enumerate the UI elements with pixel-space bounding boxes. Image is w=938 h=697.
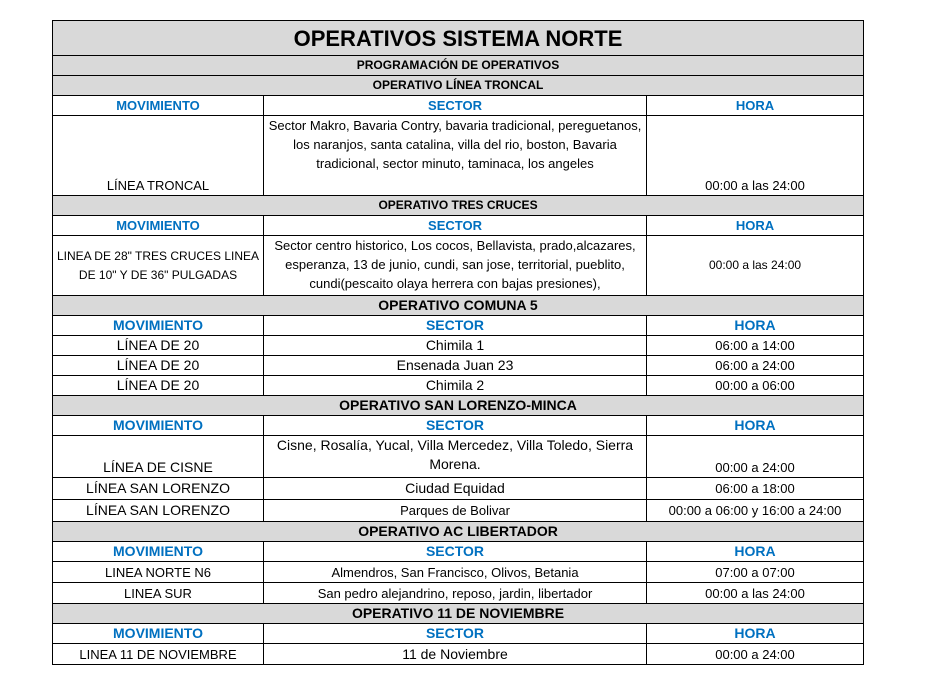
section-header-linea-troncal	[53, 76, 864, 96]
table-row	[53, 478, 864, 500]
sector-cell: Ciudad Equidad	[264, 478, 647, 500]
section-title: OPERATIVO TRES CRUCES	[53, 196, 864, 216]
column-header-movimiento: MOVIMIENTO	[53, 96, 264, 116]
column-header-row	[53, 624, 864, 644]
section-title: OPERATIVO SAN LORENZO-MINCA	[53, 396, 864, 416]
column-header-hora: HORA	[647, 624, 864, 644]
column-header-sector: SECTOR	[264, 316, 647, 336]
column-header-hora: HORA	[647, 96, 864, 116]
column-header-row	[53, 96, 864, 116]
column-header-hora: HORA	[647, 316, 864, 336]
column-header-sector: SECTOR	[264, 216, 647, 236]
column-header-movimiento: MOVIMIENTO	[53, 542, 264, 562]
section-header-san-lorenzo-minca	[53, 396, 864, 416]
table-row	[53, 356, 864, 376]
page-subtitle: PROGRAMACIÓN DE OPERATIVOS	[53, 56, 864, 76]
section-title: OPERATIVO LÍNEA TRONCAL	[53, 76, 864, 96]
column-header-sector: SECTOR	[264, 624, 647, 644]
table-row	[53, 436, 864, 478]
sector-cell: Cisne, Rosalía, Yucal, Villa Mercedez, Villa Toledo, Sierra Morena.	[264, 436, 647, 478]
hora-cell: 00:00 a las 24:00	[647, 116, 864, 196]
subtitle-row	[53, 56, 864, 76]
column-header-movimiento: MOVIMIENTO	[53, 624, 264, 644]
section-header-11-de-noviembre	[53, 604, 864, 624]
hora-cell: 00:00 a 24:00	[647, 436, 864, 478]
table-row	[53, 562, 864, 583]
column-header-row	[53, 542, 864, 562]
hora-cell: 00:00 a 06:00	[647, 376, 864, 396]
movimiento-cell: LÍNEA DE 20	[53, 336, 264, 356]
table-row	[53, 583, 864, 604]
column-header-sector: SECTOR	[264, 416, 647, 436]
table-row	[53, 336, 864, 356]
movimiento-cell: LINEA 11 DE NOVIEMBRE	[53, 644, 264, 665]
section-title: OPERATIVO 11 DE NOVIEMBRE	[53, 604, 864, 624]
column-header-hora: HORA	[647, 542, 864, 562]
column-header-sector: SECTOR	[264, 542, 647, 562]
section-title: OPERATIVO COMUNA 5	[53, 296, 864, 316]
movimiento-cell: LÍNEA SAN LORENZO	[53, 500, 264, 522]
sector-cell: San pedro alejandrino, reposo, jardin, libertador	[264, 583, 647, 604]
hora-cell: 00:00 a 06:00 y 16:00 a 24:00	[647, 500, 864, 522]
movimiento-cell: LÍNEA DE 20	[53, 376, 264, 396]
section-title: OPERATIVO AC LIBERTADOR	[53, 522, 864, 542]
hora-cell: 06:00 a 14:00	[647, 336, 864, 356]
hora-cell: 00:00 a 24:00	[647, 644, 864, 665]
sector-cell: Chimila 1	[264, 336, 647, 356]
page-title: OPERATIVOS SISTEMA NORTE	[53, 21, 864, 56]
section-header-comuna-5	[53, 296, 864, 316]
movimiento-cell: LÍNEA SAN LORENZO	[53, 478, 264, 500]
table-row	[53, 376, 864, 396]
sector-cell: Chimila 2	[264, 376, 647, 396]
section-header-tres-cruces	[53, 196, 864, 216]
table-row	[53, 116, 864, 196]
column-header-row	[53, 216, 864, 236]
hora-cell: 00:00 a las 24:00	[647, 583, 864, 604]
sector-cell: Almendros, San Francisco, Olivos, Betania	[264, 562, 647, 583]
column-header-sector: SECTOR	[264, 96, 647, 116]
movimiento-cell: LÍNEA DE CISNE	[53, 436, 264, 478]
hora-cell: 06:00 a 18:00	[647, 478, 864, 500]
section-header-ac-libertador	[53, 522, 864, 542]
hora-cell: 00:00 a las 24:00	[647, 236, 864, 296]
column-header-row	[53, 416, 864, 436]
movimiento-cell: LÍNEA DE 20	[53, 356, 264, 376]
table-row	[53, 644, 864, 665]
hora-cell: 07:00 a 07:00	[647, 562, 864, 583]
sector-cell: Sector centro historico, Los cocos, Bellavista, prado,alcazares, esperanza, 13 de junio, cundi, san jose, territorial, pueblito, cundi(pescaito olaya herrera con bajas presiones),	[264, 236, 647, 296]
column-header-row	[53, 316, 864, 336]
table-row	[53, 236, 864, 296]
column-header-movimiento: MOVIMIENTO	[53, 316, 264, 336]
column-header-hora: HORA	[647, 416, 864, 436]
operativos-table	[52, 20, 864, 665]
column-header-movimiento: MOVIMIENTO	[53, 216, 264, 236]
title-row	[53, 21, 864, 56]
movimiento-cell: LINEA SUR	[53, 583, 264, 604]
movimiento-cell: LINEA DE 28" TRES CRUCES LINEA DE 10" Y DE 36" PULGADAS	[53, 236, 264, 296]
sector-cell: Parques de Bolivar	[264, 500, 647, 522]
sector-cell: Sector Makro, Bavaria Contry, bavaria tradicional, pereguetanos, los naranjos, santa catalina, villa del rio, boston, Bavaria tradicional, sector minuto, taminaca, los angeles	[264, 116, 647, 196]
sector-cell: Ensenada Juan 23	[264, 356, 647, 376]
movimiento-cell: LINEA NORTE N6	[53, 562, 264, 583]
table-row	[53, 500, 864, 522]
sector-cell: 11 de Noviembre	[264, 644, 647, 665]
hora-cell: 06:00 a 24:00	[647, 356, 864, 376]
column-header-hora: HORA	[647, 216, 864, 236]
movimiento-cell: LÍNEA TRONCAL	[53, 116, 264, 196]
column-header-movimiento: MOVIMIENTO	[53, 416, 264, 436]
